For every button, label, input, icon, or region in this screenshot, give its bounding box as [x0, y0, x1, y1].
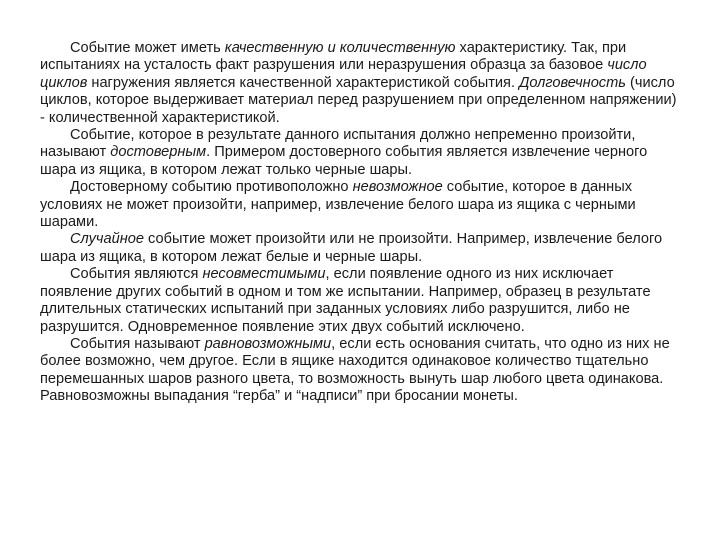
- text-run: , если есть основания считать, что одно из них не более возможно, чем другое. Если в ящике находится одинаковое количество тщательно перемешанных шаров разного цвета, то возможность вынуть шар любого цвета одинакова. Равновозможны выпадания “герба” и “надписи” при бросании монеты.: [40, 335, 670, 405]
- text-run: . Примером достоверного события является извлечение черного шара из ящика, в котором лежат только черные шары.: [40, 144, 648, 178]
- paragraph-6: [40, 336, 680, 406]
- text-run: Событие может иметь: [70, 40, 225, 56]
- paragraph-1: [40, 40, 680, 127]
- text-run: Событие, которое в результате данного испытания должно непременно произойти, называют: [40, 127, 636, 161]
- paragraph-4: [40, 231, 680, 266]
- italic-term: качественную и количественную: [224, 40, 456, 56]
- text-run: нагружения является качественной характеристикой события.: [87, 74, 520, 91]
- paragraph-3: [40, 179, 680, 231]
- text-run: , если появление одного из них исключает появление других событий в одном и том же испытании. Например, образец в результате длительных статических испытаний при заданных условиях либо разрушится, либо не разрушится. Одновременное появление этих двух событий исключено.: [40, 266, 651, 335]
- text-run: событие, которое в данных условиях не может произойти, например, извлечение белого шара из ящика с черными шарами.: [40, 179, 636, 231]
- italic-term: равновозможными: [204, 335, 332, 352]
- document-page: [40, 40, 680, 406]
- text-run: Достоверному событию противоположно: [70, 179, 353, 196]
- italic-term: Долговечность: [519, 74, 626, 91]
- text-run: (число циклов, которое выдерживает материал перед разрушением при определенном напряжении) - количественной характеристикой.: [40, 74, 677, 126]
- italic-term: достоверным: [110, 144, 207, 161]
- text-run: событие может произойти или не произойти. Например, извлечение белого шара из ящика, в котором лежат белые и черные шары.: [40, 231, 663, 265]
- italic-term: число циклов: [40, 57, 647, 91]
- italic-term: Случайное: [70, 231, 144, 248]
- paragraph-5: [40, 266, 680, 336]
- document-body: [40, 40, 680, 406]
- text-run: События являются: [70, 266, 203, 283]
- paragraph-2: [40, 127, 680, 179]
- italic-term: несовместимыми: [202, 266, 326, 283]
- text-run: характеристику. Так, при испытаниях на усталость факт разрушения или неразрушения образца за базовое: [40, 40, 627, 74]
- text-run: События называют: [70, 335, 205, 352]
- italic-term: невозможное: [352, 179, 443, 196]
